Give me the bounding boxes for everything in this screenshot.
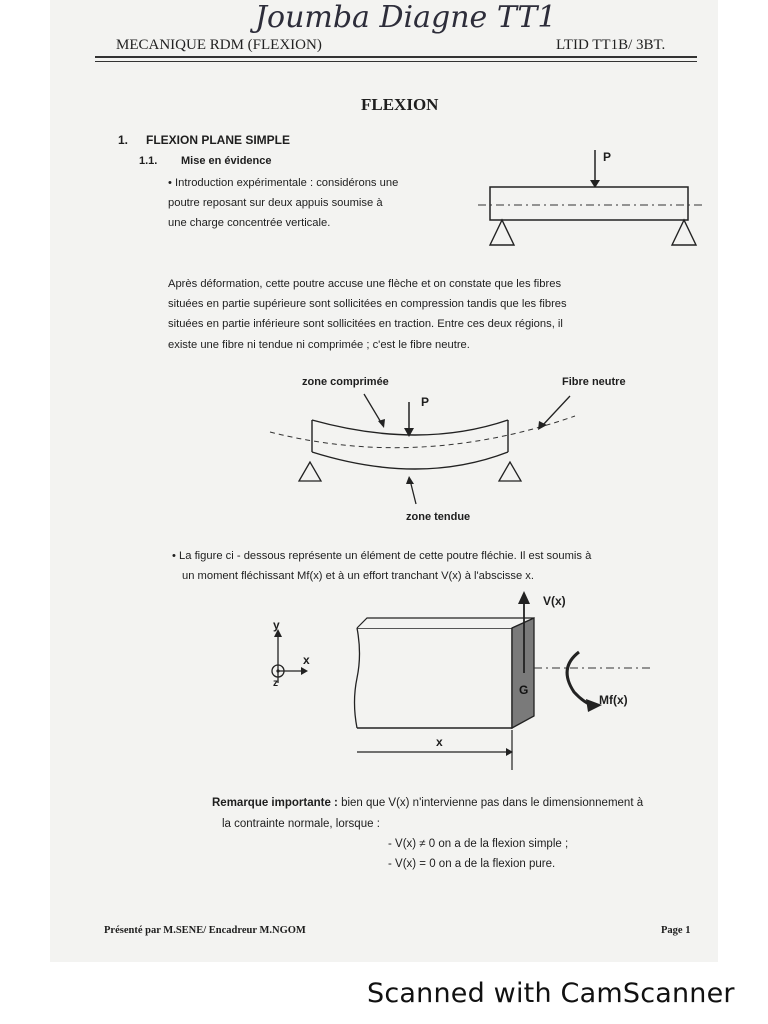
support-left (490, 220, 514, 245)
shear-arrow-head (518, 591, 530, 604)
axis-label-x: x (303, 653, 310, 667)
axis-z-dot (276, 669, 279, 672)
paragraph-line: existe une fibre ni tendue ni comprimée ; c'est le fibre neutre. (168, 339, 470, 351)
support-left (299, 462, 321, 481)
support-right (672, 220, 696, 245)
label-zone-comprimee: zone comprimée (302, 376, 389, 388)
pointer-compressed (364, 394, 382, 424)
label-moment: Mf(x) (599, 693, 628, 707)
element-top-face (357, 618, 534, 628)
beam-element-figure (262, 588, 662, 778)
subsection-title: Mise en évidence (181, 155, 272, 167)
axis-x-head (301, 667, 308, 675)
paragraph-line: Après déformation, cette poutre accuse une flèche et on constate que les fibres (168, 278, 562, 290)
beam-bottom-edge (312, 452, 508, 469)
support-right (499, 462, 521, 481)
remark-line2: la contrainte normale, lorsque : (222, 818, 380, 830)
beam-figure-straight (470, 140, 710, 260)
remark-line1 (212, 797, 643, 809)
pointer-compressed-head (378, 419, 385, 428)
load-label-p: P (603, 150, 612, 164)
bullet-line: un moment fléchissant Mf(x) et à un effort tranchant V(x) à l'abscisse x. (182, 570, 534, 582)
pointer-tension-head (406, 476, 414, 484)
subsection-number: 1.1. (139, 155, 158, 167)
paragraph-line: situées en partie supérieure sont sollicitées en compression tandis que les fibres (168, 298, 567, 310)
axis-label-z: z (273, 678, 278, 689)
label-abscissa-x: x (436, 735, 443, 749)
label-fibre-neutre: Fibre neutre (562, 376, 626, 388)
remark-lead: Remarque importante : (212, 797, 338, 809)
label-shear: V(x) (543, 594, 566, 608)
axis-label-y: y (273, 618, 280, 632)
intro-line: une charge concentrée verticale. (168, 217, 331, 229)
intro-line: • Introduction expérimentale : considérons une (168, 177, 399, 189)
footer-page: Page 1 (661, 925, 691, 936)
remark-text: bien que V(x) n'intervienne pas dans le dimensionnement à (337, 797, 644, 809)
load-label-p: P (421, 395, 430, 409)
header-rule (95, 56, 697, 58)
remark-case: - V(x) = 0 on a de la flexion pure. (388, 858, 556, 870)
camscanner-watermark: Scanned with CamScanner (367, 978, 735, 1009)
bullet-line: • La figure ci - dessous représente un élément de cette poutre fléchie. Il est soumis à (172, 550, 592, 562)
element-body (357, 628, 512, 728)
header-course: MECANIQUE RDM (FLEXION) (116, 37, 322, 53)
header-rule-thin (95, 61, 697, 62)
label-zone-tendue: zone tendue (406, 511, 471, 523)
footer-author: Présenté par M.SENE/ Encadreur M.NGOM (104, 925, 306, 936)
label-centroid-g: G (519, 683, 529, 697)
section-title: FLEXION PLANE SIMPLE (146, 133, 291, 147)
moment-arrow-curve (567, 652, 594, 706)
pointer-neutral (542, 396, 570, 426)
beam-rect (490, 187, 688, 220)
element-section-face (512, 618, 534, 728)
page-title: FLEXION (361, 95, 439, 114)
remark-case: - V(x) ≠ 0 on a de la flexion simple ; (388, 838, 569, 850)
header-class: LTID TT1B/ 3BT. (556, 37, 666, 53)
handwritten-name: Joumba Diagne TT1 (255, 0, 557, 35)
paragraph-line: situées en partie inférieure sont sollicitées en traction. Entre ces deux régions, il (168, 318, 563, 330)
section-number: 1. (118, 133, 129, 147)
intro-line: poutre reposant sur deux appuis soumise à (168, 197, 383, 209)
